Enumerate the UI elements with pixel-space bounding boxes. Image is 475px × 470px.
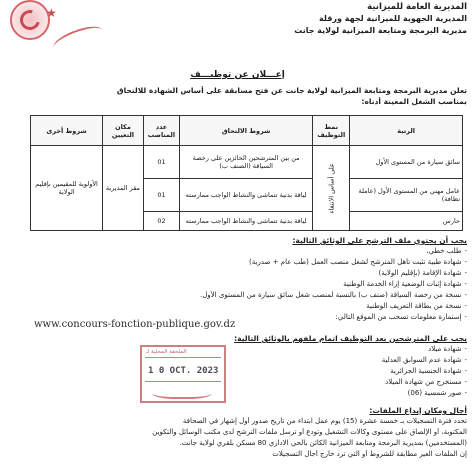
list-item (7, 378, 467, 389)
col-type: نمط التوظيف (313, 116, 350, 146)
bullet-icon: - (464, 367, 467, 375)
cell-grade: سائق سيارة من المستوى الأول (350, 146, 463, 179)
cell-count: 01 (143, 146, 179, 179)
list-item (7, 258, 467, 269)
list-item-text: شهادة الجنسية الجزائرية (390, 367, 462, 375)
stamp-date-text: 1 0 OCT. 2023 (148, 366, 219, 376)
cell-count: 02 (143, 211, 179, 230)
deadline-line: (المستخدمين) بمديرية البرمجة ومتابعة الميزانية الكائن بالحي الاداري 80 مسكن بلقري لولاية جانت. (179, 439, 467, 447)
bullet-icon: - (464, 291, 467, 299)
cell-count: 01 (143, 179, 179, 212)
cell-conditions: من بين المترشحين الحائزين على رخصة السياقة (الصنف ب) (180, 146, 313, 179)
positions-table (30, 115, 463, 231)
header-line: المديرية العامة للميزانية (367, 2, 467, 12)
header-line: مديرية البرمجة ومتابعة الميزانية لولاية جانت (294, 26, 467, 35)
document-header (137, 2, 467, 38)
cell-grade: عامل مهني من المستوى الأول (عاملة نظافة) (350, 179, 463, 212)
file-requirements (7, 236, 467, 324)
file-requirements-heading: يجب أن يحتوي ملف الترشح على الوثائق التالية: (292, 236, 467, 245)
list-item (7, 247, 467, 258)
stamp-divider (145, 357, 221, 358)
cell-other: الأولوية للمقيمين بإقليم الولاية (31, 146, 103, 231)
bullet-icon: - (464, 258, 467, 266)
list-item-text: نسخة من رخصة السياقة (صنف ب) بالنسبة لمنصب شغل سائق سيارة من المستوى الأول. (200, 291, 462, 299)
list-item-text: مستخرج من شهادة الميلاد (385, 378, 462, 386)
deadline-heading: أجال ومكان إيداع الملفات: (369, 406, 467, 415)
list-item-text: شهادة الإقامة (بإقليم الولاية) (378, 269, 462, 277)
list-item (7, 302, 467, 313)
stamp-org: الملحقة المحلية لـ (146, 349, 187, 355)
table-header-row (31, 116, 463, 146)
cell-type: على أساس الانتقاء (313, 146, 350, 231)
list-item (7, 389, 467, 400)
col-conditions: شروط الالتحاق (180, 116, 313, 146)
deadline-line: المكتوبة، أو الإلصاق على مستوى وكالات التشغيل وتودع أو ترسل ملفات الترشح لدى مكتب الوسائل والتكوين (152, 428, 467, 436)
bullet-icon: - (464, 313, 467, 321)
col-place: مكان التعيين (103, 116, 144, 146)
intro-text (12, 86, 467, 108)
date-stamp (140, 345, 226, 403)
list-item-text: نسخة من بطاقة التعريف الوطنية (366, 302, 462, 310)
list-item (7, 367, 467, 378)
list-item-text: صور شمسية (06) (407, 389, 462, 397)
list-item-text: شهادة طبية تثبت تأهل المترشح لشغل منصب العمل (طب عام + صدرية) (249, 258, 462, 266)
deadline-line: إن الملفات الغير مطابقة للشروط أو التي ترد خارج أجال التسجيلات (272, 450, 467, 458)
list-item-text: شهادة إثبات الوضعية إزاء الخدمة الوطنية (343, 280, 462, 288)
list-item-text: شهادة عدم السوابق العدلية (381, 356, 462, 364)
list-item-text: إستمارة معلومات تسحب من الموقع التالي: (335, 313, 462, 321)
header-line: المديرية الجهوية للميزانية لجهة ورقلة (319, 14, 467, 23)
deadline-line: تحدد فترة التسجيلات بـ خمسة عشرة (15) يوم عمل ابتداء من تاريخ صدور أول إشهار في الصحافة (182, 417, 467, 425)
intro-line: بمناصب الشغل المعينة أدناه: (361, 97, 467, 106)
bullet-icon: - (464, 247, 467, 255)
emblem-stamp (2, 0, 102, 50)
deadline-section (7, 406, 467, 461)
list-item-text: طلب خطي، (426, 247, 462, 255)
list-item (7, 269, 467, 280)
document-title: إعـــلان عن توظيـــف (190, 70, 285, 80)
list-item-text: شهادة ميلاد (428, 345, 462, 353)
bullet-icon: - (464, 389, 467, 397)
col-grade: الرتبة (350, 116, 463, 146)
bullet-icon: - (464, 280, 467, 288)
application-form-link[interactable]: www.concours-fonction-publique.gov.dz (34, 319, 236, 330)
stamp-divider (145, 381, 221, 382)
ribbon-icon (50, 22, 102, 50)
post-hire-heading: يجب على المترشحين بعد التوظيف اتمام ملفهم بالوثائق التالية: (234, 334, 467, 343)
list-item (7, 280, 467, 291)
list-item (7, 345, 467, 356)
table-row (31, 146, 463, 179)
signature-icon (152, 385, 212, 399)
col-count: عدد المناصب (143, 116, 179, 146)
bullet-icon: - (464, 302, 467, 310)
bullet-icon: - (464, 345, 467, 353)
col-other: شروط أخرى (31, 116, 103, 146)
cell-conditions: لياقة بدنية تتماشى والنشاط الواجب ممارسته (180, 211, 313, 230)
bullet-icon: - (464, 378, 467, 386)
cell-place: مقر المديرية (103, 146, 144, 231)
list-item (7, 356, 467, 367)
cell-grade: حارس (350, 211, 463, 230)
post-hire-documents (7, 334, 467, 400)
cell-conditions: لياقة بدنية تتماشى والنشاط الواجب ممارسته (180, 179, 313, 212)
list-item (7, 291, 467, 302)
intro-line: تعلن مديرية البرمجة ومتابعة الميزانية لولاية جانت عن فتح مسابقة على أساس الشهادة للالتحاق (116, 86, 467, 95)
bullet-icon: - (464, 356, 467, 364)
bullet-icon: - (464, 269, 467, 277)
star-icon: ★ (46, 6, 57, 20)
